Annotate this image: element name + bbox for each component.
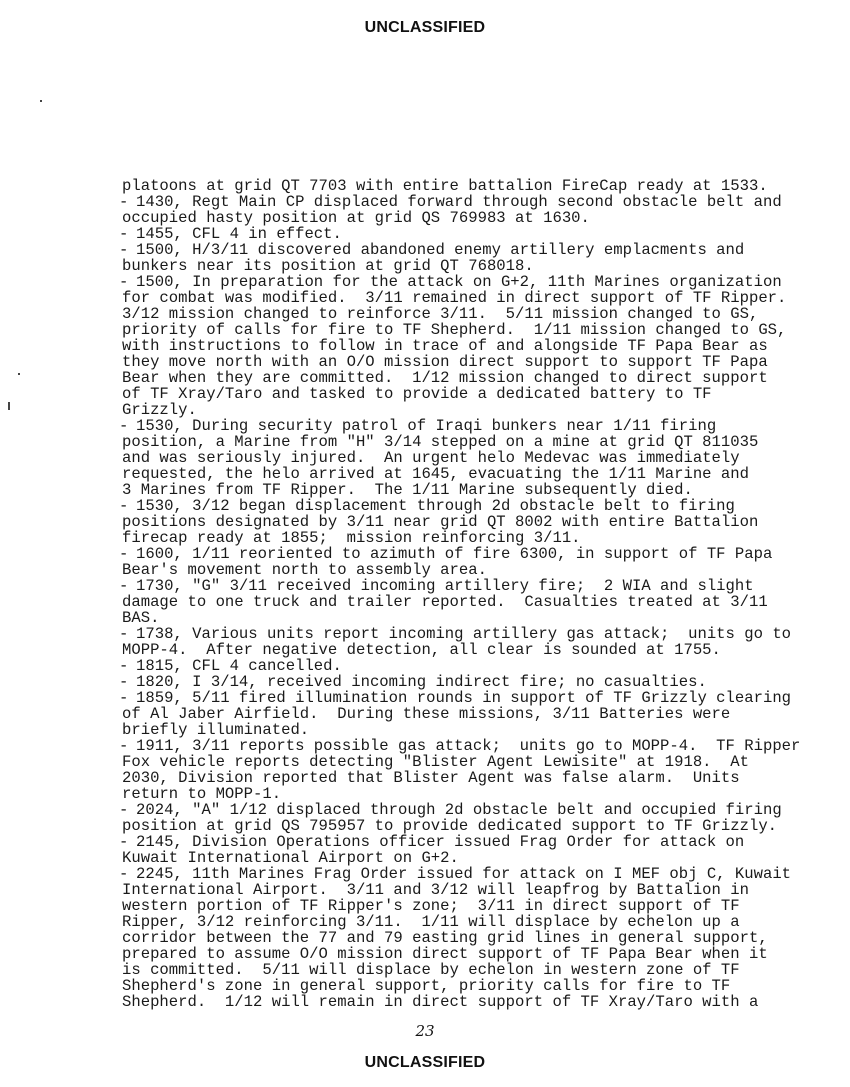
entry-line: Grizzly. xyxy=(122,401,197,419)
entry-first-line: 1738, Various units report incoming artillery gas attack; units go to xyxy=(136,625,792,643)
footer-classification: UNCLASSIFIED xyxy=(364,1054,486,1071)
entry-line: MOPP-4. After negative detection, all clear is sounded at 1755. xyxy=(122,641,721,659)
list-bullet-dash: - xyxy=(119,577,129,595)
list-bullet-dash: - xyxy=(119,497,129,515)
entry-line: platoons at grid QT 7703 with entire battalion FireCap ready at 1533. xyxy=(122,177,768,195)
entry-line: damage to one truck and trailer reported. Casualties treated at 3/11 xyxy=(122,593,768,611)
page-number: 23 xyxy=(415,1022,435,1040)
entry-line: firecap ready at 1855; mission reinforcing 3/11. xyxy=(122,529,581,547)
entry-line: briefly illuminated. xyxy=(122,721,310,739)
entry-line: occupied hasty position at grid QS 769983 at 1630. xyxy=(122,209,590,227)
list-bullet-dash: - xyxy=(119,273,129,291)
scan-speck xyxy=(40,100,42,102)
header-classification: UNCLASSIFIED xyxy=(364,19,486,36)
entry-first-line: 1859, 5/11 fired illumination rounds in support of TF Grizzly clearing xyxy=(136,689,792,707)
entry-first-line: 1730, "G" 3/11 received incoming artillery fire; 2 WIA and slight xyxy=(136,577,754,595)
entry-first-line: 2145, Division Operations officer issued Frag Order for attack on xyxy=(136,833,745,851)
entry-line: is committed. 5/11 will displace by echelon in western zone of TF xyxy=(122,961,740,979)
entry-first-line: 2245, 11th Marines Frag Order issued for attack on I MEF obj C, Kuwait xyxy=(136,865,792,883)
entry-line: for combat was modified. 3/11 remained in direct support of TF Ripper. xyxy=(122,289,787,307)
scan-speck xyxy=(18,373,20,375)
entry-line: Shepherd's zone in general support, priority calls for fire to TF xyxy=(122,977,731,995)
entry-line: western portion of TF Ripper's zone; 3/11 in direct support of TF xyxy=(122,897,740,915)
entry-line: Ripper, 3/12 reinforcing 3/11. 1/11 will displace by echelon up a xyxy=(122,913,740,931)
list-bullet-dash: - xyxy=(119,657,129,675)
entry-line: Shepherd. 1/12 will remain in direct support of TF Xray/Taro with a xyxy=(122,993,759,1011)
entry-line: with instructions to follow in trace of and alongside TF Papa Bear as xyxy=(122,337,768,355)
entry-line: 2030, Division reported that Blister Agent was false alarm. Units xyxy=(122,769,740,787)
list-bullet-dash: - xyxy=(119,417,129,435)
entry-first-line: 1600, 1/11 reoriented to azimuth of fire 6300, in support of TF Papa xyxy=(136,545,773,563)
entry-first-line: 1500, H/3/11 discovered abandoned enemy artillery emplacments and xyxy=(136,241,745,259)
list-bullet-dash: - xyxy=(119,225,129,243)
entry-first-line: 1530, 3/12 began displacement through 2d obstacle belt to firing xyxy=(136,497,735,515)
entry-line: and was seriously injured. An urgent helo Medevac was immediately xyxy=(122,449,740,467)
entry-line: 3/12 mission changed to reinforce 3/11. 5/11 mission changed to GS, xyxy=(122,305,759,323)
entry-first-line: 1530, During security patrol of Iraqi bunkers near 1/11 firing xyxy=(136,417,717,435)
entry-line: 3 Marines from TF Ripper. The 1/11 Marine subsequently died. xyxy=(122,481,693,499)
list-bullet-dash: - xyxy=(119,673,129,691)
scan-speck xyxy=(8,402,10,410)
entry-first-line: 1455, CFL 4 in effect. xyxy=(136,225,342,243)
entry-line: prepared to assume O/O mission direct support of TF Papa Bear when it xyxy=(122,945,768,963)
entry-line: BAS. xyxy=(122,609,160,627)
entry-line: they move north with an O/O mission direct support to support TF Papa xyxy=(122,353,768,371)
list-bullet-dash: - xyxy=(119,833,129,851)
list-bullet-dash: - xyxy=(119,865,129,883)
entry-line: Bear's movement north to assembly area. xyxy=(122,561,487,579)
entry-first-line: 1911, 3/11 reports possible gas attack; units go to MOPP-4. TF Ripper xyxy=(136,737,801,755)
entry-line: of TF Xray/Taro and tasked to provide a dedicated battery to TF xyxy=(122,385,712,403)
entry-line: Fox vehicle reports detecting "Blister Agent Lewisite" at 1918. At xyxy=(122,753,749,771)
list-bullet-dash: - xyxy=(119,625,129,643)
list-bullet-dash: - xyxy=(119,801,129,819)
entry-first-line: 1430, Regt Main CP displaced forward through second obstacle belt and xyxy=(136,193,782,211)
list-bullet-dash: - xyxy=(119,545,129,563)
list-bullet-dash: - xyxy=(119,193,129,211)
entry-line: of Al Jaber Airfield. During these missions, 3/11 Batteries were xyxy=(122,705,731,723)
entry-line: position, a Marine from "H" 3/14 stepped on a mine at grid QT 811035 xyxy=(122,433,759,451)
entry-first-line: 1500, In preparation for the attack on G+2, 11th Marines organization xyxy=(136,273,782,291)
list-bullet-dash: - xyxy=(119,689,129,707)
entry-line: return to MOPP-1. xyxy=(122,785,282,803)
entry-line: priority of calls for fire to TF Shepherd. 1/11 mission changed to GS, xyxy=(122,321,787,339)
entry-line: requested, the helo arrived at 1645, evacuating the 1/11 Marine and xyxy=(122,465,749,483)
entry-line: bunkers near its position at grid QT 768018. xyxy=(122,257,534,275)
entry-line: position at grid QS 795957 to provide dedicated support to TF Grizzly. xyxy=(122,817,778,835)
entry-first-line: 1820, I 3/14, received incoming indirect fire; no casualties. xyxy=(136,673,707,691)
list-bullet-dash: - xyxy=(119,737,129,755)
entry-line: Bear when they are committed. 1/12 mission changed to direct support xyxy=(122,369,768,387)
entry-line: positions designated by 3/11 near grid QT 8002 with entire Battalion xyxy=(122,513,759,531)
entry-line: International Airport. 3/11 and 3/12 will leapfrog by Battalion in xyxy=(122,881,749,899)
entry-first-line: 1815, CFL 4 cancelled. xyxy=(136,657,342,675)
entry-first-line: 2024, "A" 1/12 displaced through 2d obstacle belt and occupied firing xyxy=(136,801,782,819)
entry-line: Kuwait International Airport on G+2. xyxy=(122,849,459,867)
list-bullet-dash: - xyxy=(119,241,129,259)
entry-line: corridor between the 77 and 79 easting grid lines in general support, xyxy=(122,929,768,947)
